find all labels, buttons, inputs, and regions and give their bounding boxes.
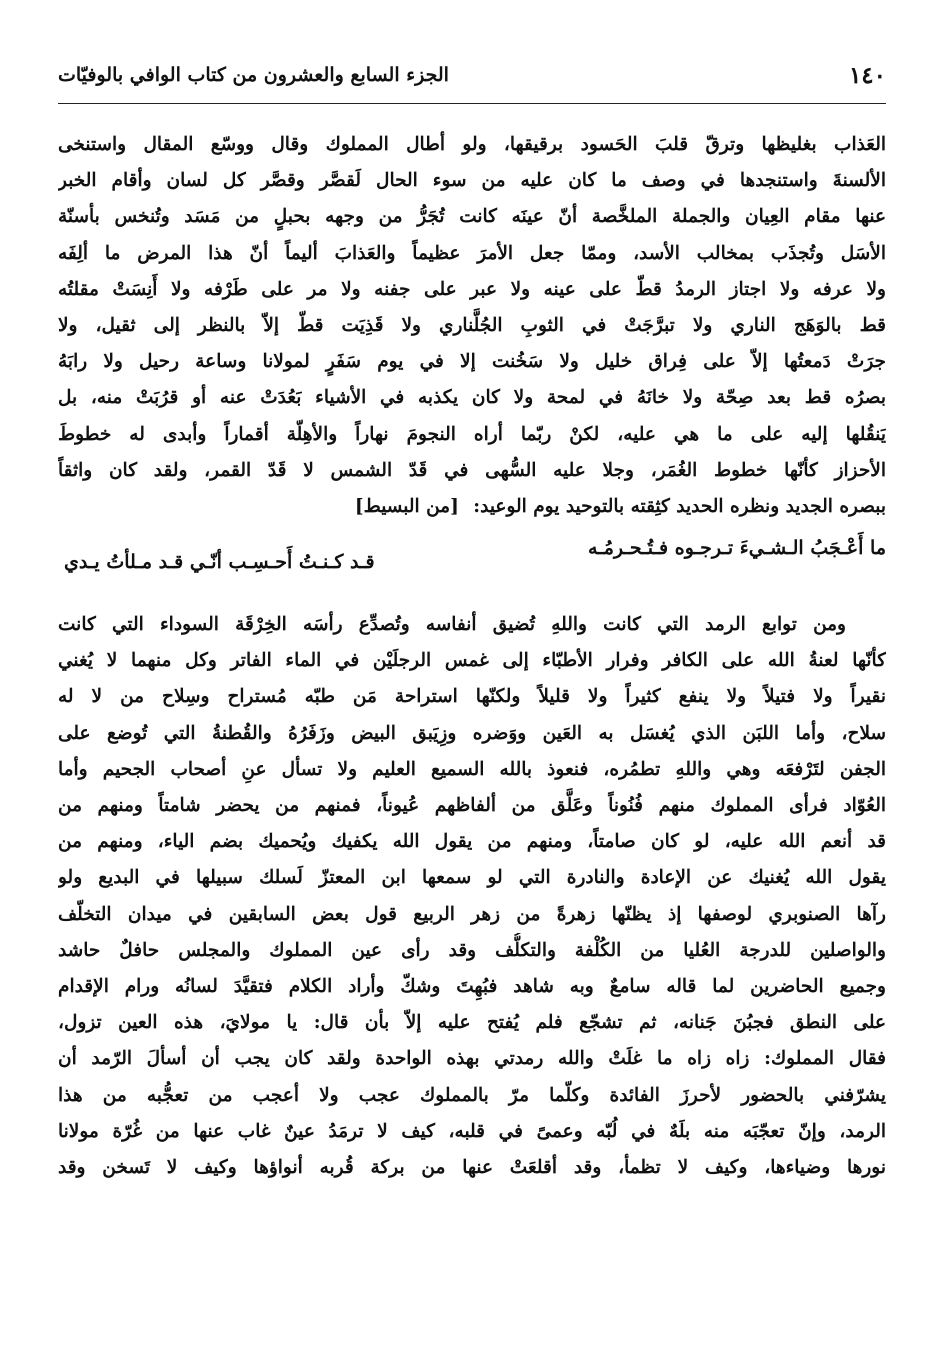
text-line: رآها الصنوبري لوصفها إذ يظنّها زهرةً من زهر الربيع قول بعض السابقين في ميدان التخلّف xyxy=(58,903,886,925)
text-line: قد أنعم الله عليه، لو كان صامتاً، ومنهم من يقول الله يكفيك ويُحميك بضم الياء، ومنهم من xyxy=(58,831,886,853)
text-line: الرمد، وإنّ تعجّبَه منه بلَهٌ في لُبّه وعمىً في قلبه، كيف لا ترمَدُ عينٌ غاب عنها من غُرّة مولانا xyxy=(58,1120,886,1142)
poem-verse xyxy=(58,529,886,603)
text-line: كأنّها لعنةُ الله على الكافر وفرار الأطبّاء إلى غمس الرجلَيْن في الماء الفاتر وكل منهما لا يُغني xyxy=(58,650,886,672)
page-header xyxy=(58,58,886,98)
text-line: فقال المملوك: زاه زاه ما غلَتْ والله رمدتي بهذه الواحدة ولقد كان يجب أن أسألَ الرّمد أن xyxy=(58,1048,886,1070)
text-line: الألسنةَ واستنجدها في وصف ما كان عليه من سوء الحال لَقصَّر وقصَّر كل لسان وأقام الخبر xyxy=(58,170,886,192)
text-line: عنها مقام العِيان والجملة الملخَّصة أنّ عينَه كانت تُجَرُّ من وجهه بحبلٍ من مَسَد وتُنخس بأسنّة xyxy=(58,206,886,228)
body-text xyxy=(58,127,886,1186)
text-line: الأحزاز كأنّها خطوط الغُمَر، وجلا عليه السُّهى في قَدّ الشمس لا قَدّ القمر، ولقد كان واثقاً xyxy=(58,459,886,481)
text-line: بصرُه قط بعد صِحّة ولا خانَهُ في لمحة ولا كان يكذبه في الأشياء بَعُدَتْ عنه أو قرُبَتْ منه، بل xyxy=(58,387,886,409)
text-line: يقول الله يُغنيك عن الإعادة والنادرة التي لو سمعها ابن المعتزّ لَسلك سبيلها في البديع ولو xyxy=(58,867,886,889)
text-line: العَذاب بغليظها وترقّ قلبَ الحَسود برقيقها، ولو أطال المملوك وقال ووسّع المقال واستنخى xyxy=(58,134,886,155)
running-head: الجزء السابع والعشرون من كتاب الوافي بالوفيّات xyxy=(58,64,449,86)
text-line: نورها وضياءها، وكيف لا تظمأ، وقد أقلعَتْ عنها من بركة قُربه أنواؤها وكيف لا تَسخن وقد xyxy=(58,1156,886,1178)
text-line-content: ببصره الجديد ونظره الحديد كثِقته بالتوحيد يوم الوعيد: xyxy=(473,495,886,517)
text-line: الجفن لتَرْفعَه وهي واللهِ تطمُره، فنعوذ بالله السميع العليم ولا تسأل عنِ أصحاب الجحيم وأما xyxy=(58,758,886,780)
text-line: الأسَل وتُجذَب بمخالب الأسد، وممّا جعل الأمرَ عظيماً والعَذابَ أليماً أنّ هذا المرض ما ألِفَه xyxy=(58,242,886,264)
first-hemistich: ما أَعْـجَبُ الـشـيءَ تـرجـوه فـتُـحـرمُـه xyxy=(587,537,886,560)
second-hemistich: قـد كـنـتُ أَحـسِـب أنّـي قـد مـلأتُ يـدي xyxy=(64,551,375,574)
text-line: ولا عرفه ولا اجتاز الرمدُ قطّ على عينه ولا عبر على جفنه ولا مر على طَرْفه ولا أَنِسَتْ مقلتُه xyxy=(58,278,886,300)
text-line: جرَتْ دَمعتُها إلاّ على فِراق خليل ولا سَخُنت إلا في يوم سَفَرٍ لمولانا وساعة رحيل ولا رابَهُ xyxy=(58,351,886,373)
text-line: قط بالوَهَج الناري ولا تبرَّجَتْ في الثوبِ الجُلَّناري ولا قَذِيَت قطّ إلاّ بالنظر إلى ثقيل، ولا xyxy=(58,314,886,336)
header-rule xyxy=(58,103,886,104)
text-line: ومن توابع الرمد التي كانت واللهِ تُضيق أنفاسه وتُصدِّع رأسَه الخِرْقَة السوداء التي كانت xyxy=(58,614,846,636)
text-line: والواصلين للدرجة العُليا من الكُلْفة والتكلُّف وقد رأى عين المملوك والمجلس حافلٌ حاشد xyxy=(58,939,886,961)
text-line: سلاح، وأما اللبَن الذي يُغسَل به العَين ووَضره وزِيَبق البيض وزَفَرُهُ والقُطنةُ التي تُوضع على xyxy=(58,722,886,744)
text-line: وجميع الحاضرين لما قاله سامعٌ وبه شاهد فبُهِتَ وشكّ وأراد الكلام فتقيَّدَ لسانُه ورام الإقدام xyxy=(58,975,886,997)
page-number: ١٤٠ xyxy=(848,62,886,89)
text-line: يَنقُلها إليه على ما هي عليه، لكنْ ربّما أراه النجومَ نهاراً والأهِلّة أقماراً وأبدى له خطوطَ xyxy=(58,423,886,445)
meter-label: [من البسيط] xyxy=(354,495,459,517)
text-line-last xyxy=(58,489,886,525)
text-line: يشرّفني بالحضور لأحرزَ الفائدة وكلّما مرّ بالمملوك عجب ولا أعجب من تعجُّبه من هذا xyxy=(58,1084,886,1106)
text-line: العُوّاد فرأى المملوك منهم فُنُوناً وعَلَّق من ألفاظهم عُيوناً، فمنهم من يحضر شامتاً ومنهم من xyxy=(58,795,886,816)
text-line: على النطق فجبُنَ جَنانه، ثم تشجّع فلم يُفتح عليه إلاّ بأن قال: يا مولايَ، هذه العين تزول، xyxy=(58,1012,886,1034)
text-line: نقيراً ولا فتيلاً ولا ينفع كثيراً ولا قليلاً ولكنّها استراحة مَن طبّه مُستراح وسِلاح من لا له xyxy=(58,686,886,708)
